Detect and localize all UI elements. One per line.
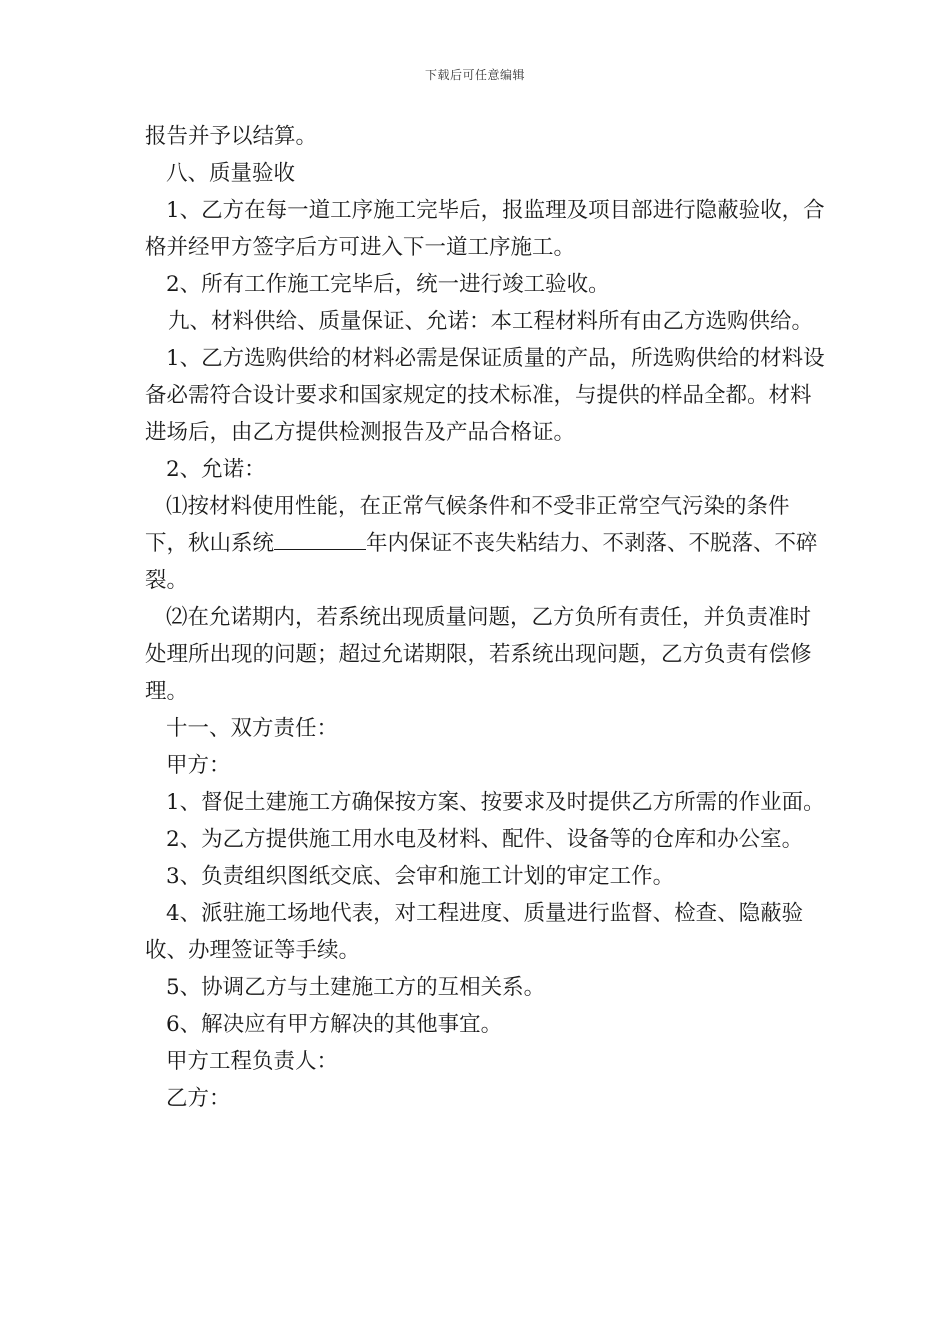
paragraph-party-a-4: 4、派驻施工场地代表，对工程进度、质量进行监督、检查、隐蔽验收、办理签证等手续。 [145,901,804,963]
paragraph-promise-1 [145,488,825,599]
paragraph-party-a-5: 5、协调乙方与土建施工方的互相关系。 [166,975,546,1000]
heading-materials-supply: 九、材料供给、质量保证、允诺：本工程材料所有由乙方选购供给。 [168,309,814,334]
page-header: 下载后可任意编辑 [424,68,525,82]
heading-quality-acceptance: 八、质量验收 [166,161,296,186]
paragraph-acceptance-1: 1、乙方在每一道工序施工完毕后，报监理及项目部进行隐蔽验收，合格并经甲方签字后方可进入下一道工序施工。 [145,198,825,260]
promise-1-text-before: ⑴按材料使用性能，在正常气候条件和不受非正常空气污染的条件下，秋山系统 [145,494,790,556]
heading-promise: 2、允诺： [166,457,266,482]
paragraph-party-a-2: 2、为乙方提供施工用水电及材料、配件、设备等的仓库和办公室。 [166,827,804,852]
label-party-a: 甲方： [166,753,231,778]
paragraph-acceptance-2: 2、所有工作施工完毕后，统一进行竣工验收。 [166,272,610,297]
document-body [145,118,825,1117]
paragraph-promise-2: ⑵在允诺期内，若系统出现质量问题，乙方负所有责任，并负责准时处理所出现的问题；超过允诺期限，若系统出现问题，乙方负责有偿修理。 [145,605,812,704]
heading-responsibilities: 十一、双方责任： [166,716,339,741]
paragraph-party-a-6: 6、解决应有甲方解决的其他事宜。 [166,1012,503,1037]
paragraph-party-a-1: 1、督促土建施工方确保按方案、按要求及时提供乙方所需的作业面。 [166,790,825,815]
label-party-b: 乙方： [166,1086,231,1111]
paragraph-materials-1: 1、乙方选购供给的材料必需是保证质量的产品，所选购供给的材料设备必需符合设计要求和国家规定的技术标准，与提供的样品全都。材料进场后，由乙方提供检测报告及产品合格证。 [145,346,825,445]
promise-1-text-after: 年内保证不丧失粘结力、不剥落、不脱落、不碎裂。 [145,531,818,593]
paragraph-settlement-end: 报告并予以结算。 [145,124,318,149]
label-party-a-engineer: 甲方工程负责人： [166,1049,339,1074]
years-blank [274,527,366,550]
paragraph-party-a-3: 3、负责组织图纸交底、会审和施工计划的审定工作。 [166,864,675,889]
